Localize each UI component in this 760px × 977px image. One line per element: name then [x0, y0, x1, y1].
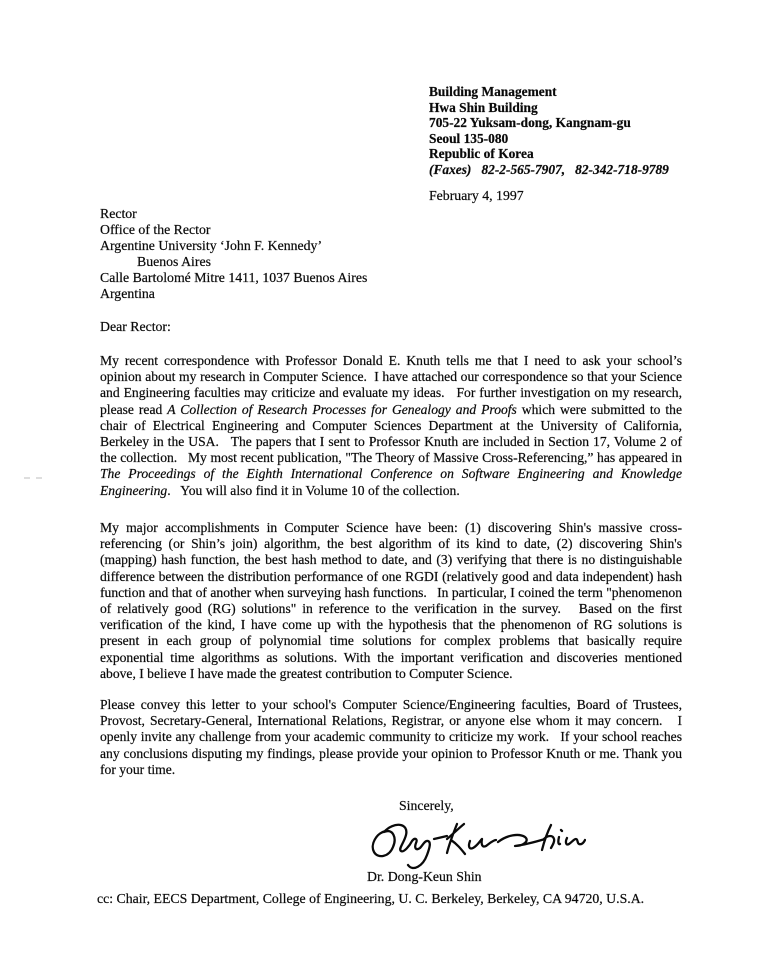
sender-address-block — [429, 84, 669, 178]
recipient-address-block — [100, 206, 367, 303]
recipient-line: Calle Bartolomé Mitre 1411, 1037 Buenos Aires — [100, 270, 368, 286]
signature-stroke-dong — [373, 825, 430, 868]
sender-line: Republic of Korea — [429, 146, 534, 162]
body-paragraph-1 — [100, 353, 686, 499]
recipient-line: Office of the Rector — [100, 222, 211, 238]
recipient-line: Rector — [100, 206, 137, 221]
recipient-line: Argentina — [100, 286, 155, 302]
book-title-italic: A Collection of Research Processes for Genealogy and Proofs — [167, 401, 517, 417]
signed-name: Dr. Dong-Keun Shin — [367, 869, 482, 884]
scan-artifact — [24, 477, 42, 479]
proceedings-title-italic: The Proceedings of the Eighth International Conference on Software Engineering and Knowledge Engineering — [100, 466, 686, 498]
cc-line: cc: Chair, EECS Department, College of Engineering, U. C. Berkeley, Berkeley, CA 94720, U.S.A. — [97, 891, 645, 906]
signature-stroke-hyphen — [434, 836, 447, 839]
signature-stroke-shin — [498, 825, 585, 850]
handwritten-signature — [368, 815, 586, 870]
paragraph-text: My recent correspondence with Professor Donald E. Knuth tells me that I need to ask your school’s opinion about my research in Computer Science. I have attached our correspondence so that your Science and Engineering faculties may criticize and evaluate my ideas. For further investigation on my research, please read — [100, 353, 686, 417]
sender-line: Hwa Shin Building — [429, 99, 538, 115]
body-paragraph-3: Please convey this letter to your school's Computer Science/Engineering faculties, Board of Trustees, Provost, Secretary-General, International Relations, Registrar, or anyone else whom it may concern. I openly invite any challenge from your academic community to criticize my work. If your school reaches any conclusions disputing my findings, please provide your opinion to Professor Knuth or me. Thank you for your time. — [100, 697, 686, 777]
valediction: Sincerely, — [399, 798, 454, 813]
salutation: Dear Rector: — [100, 319, 171, 334]
recipient-line: Argentine University ‘John F. Kennedy’ — [100, 238, 323, 254]
sender-line: 705-22 Yuksam-dong, Kangnam-gu — [429, 115, 631, 131]
paragraph-text: which were submitted to the chair of Electrical Engineering and Computer Sciences Department at the University of California, Berkeley in the USA. The papers that I sent to Professor Knuth are included in Section 17, Volume 2 of the collection. My most recent publication, "The Theory of Massive Cross-Referencing,” has appeared in — [100, 401, 686, 466]
signature-stroke-keun — [447, 824, 496, 854]
paragraph-text: . You will also find it in Volume 10 of the collection. — [167, 482, 460, 498]
sender-line: Building Management — [429, 84, 557, 99]
sender-line: Seoul 135-080 — [429, 130, 509, 146]
body-paragraph-2: My major accomplishments in Computer Science have been: (1) discovering Shin's massive cross-referencing (or Shin’s join) algorithm, the best algorithm of its kind to date, (2) discovering Shin's (mapping) hash function, the best hash method to date, and (3) verifying that there is no distinguishable difference between the distribution performance of one RGDI (relatively good and data independent) hash function and that of another when surveying hash functions. In particular, I coined the term "phenomenon of relatively good (RG) solutions" in reference to the verification in the survey. Based on the first verification of the kind, I have come up with the hypothesis that the phenomenon of RG solutions is present in each group of polynomial time solutions for complex problems that basically require exponential time algorithms as solutions. With the important verification and discoveries mentioned above, I believe I have made the greatest contribution to Computer Science. — [100, 520, 686, 681]
recipient-line: Buenos Aires — [137, 254, 211, 270]
fax-numbers-line: (Faxes) 82-2-565-7907, 82-342-718-9789 — [429, 161, 669, 177]
letter-date: February 4, 1997 — [429, 188, 524, 203]
